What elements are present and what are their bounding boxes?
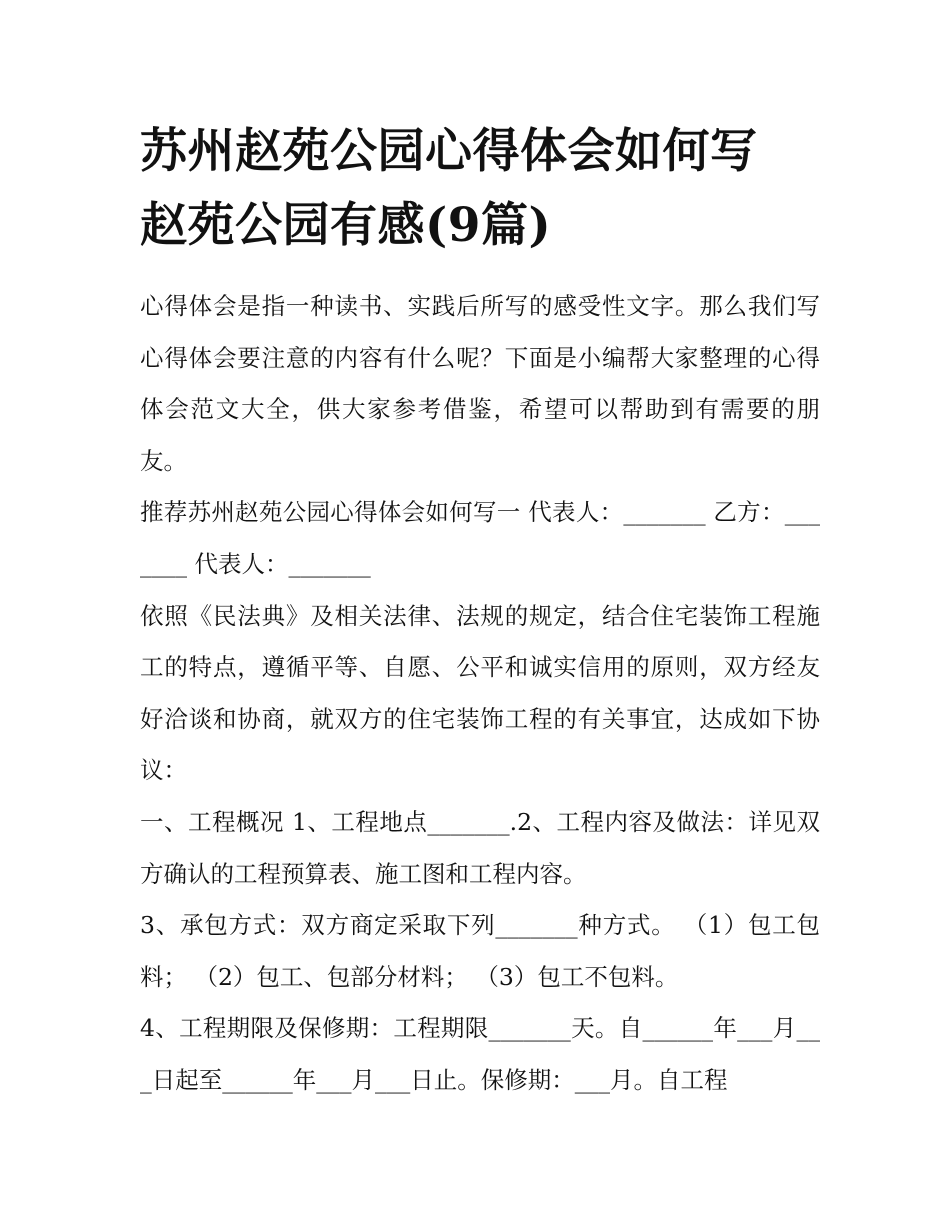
project-period-paragraph: 4、工程期限及保修期：工程期限_______天。自______年___月___日起至______年___月___日止。保修期：___月。自工程 [140,1014,820,1094]
title-line-1: 苏州赵苑公园心得体会如何写 [140,124,758,179]
project-overview-paragraph: 一、工程概况 1、工程地点_______.2、工程内容及做法：详见双方确认的工程预算表、施工图和工程内容。 [140,807,820,888]
legal-basis-paragraph: 依照《民法典》及相关法律、法规的规定，结合住宅装饰工程施工的特点，遵循平等、自愿、公平和诚实信用的原则，双方经友好洽谈和协商，就双方的住宅装饰工程的有关事宜，达成如下协议： [140,601,820,785]
representative-paragraph: 推荐苏州赵苑公园心得体会如何写一 代表人：_______ 乙方：_______ 代表人：_______ [140,498,820,578]
document-title [140,115,820,263]
intro-paragraph: 心得体会是指一种读书、实践后所写的感受性文字。那么我们写心得体会要注意的内容有什么呢？下面是小编帮大家整理的心得体会范文大全，供大家参考借鉴，希望可以帮助到有需要的朋友。 [140,292,820,475]
title-line-2: 赵苑公园有感(9篇) [140,198,552,253]
document-page [140,115,820,1107]
contract-method-paragraph: 3、承包方式：双方商定采取下列_______种方式。 （1）包工包料； （2）包工、包部分材料； （3）包工不包料。 [140,911,820,991]
